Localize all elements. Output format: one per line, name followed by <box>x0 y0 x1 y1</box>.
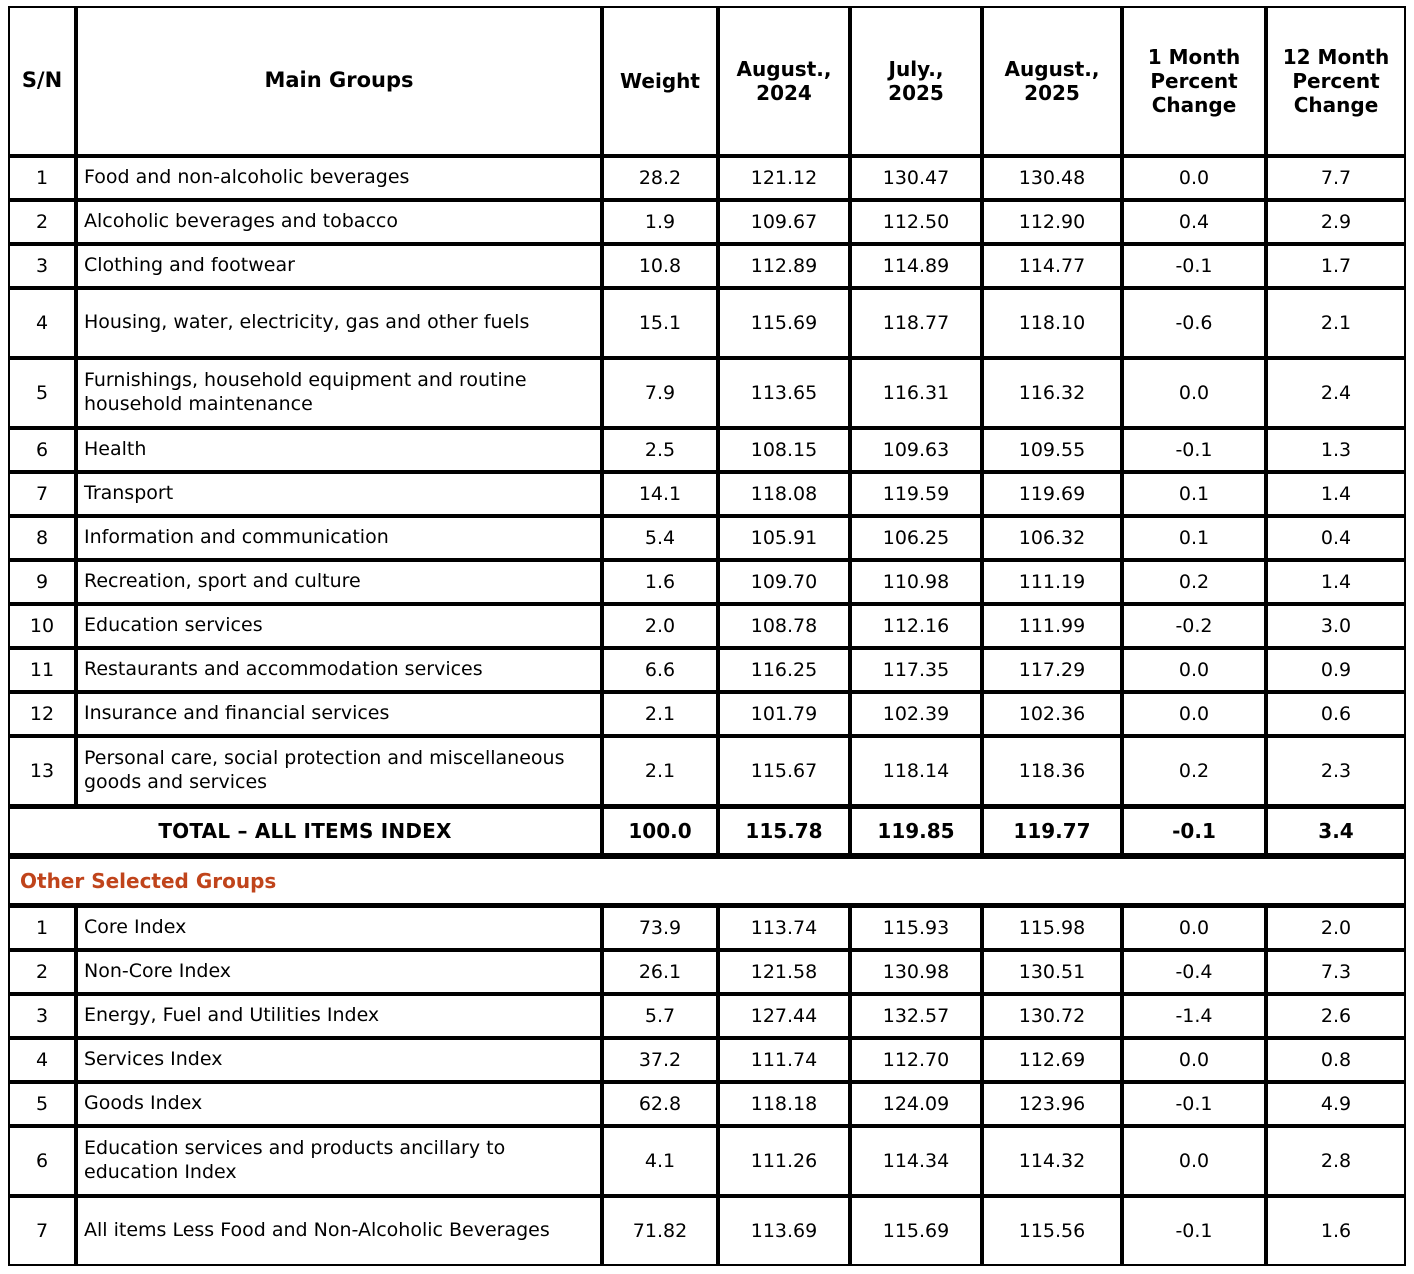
header-weight: Weight <box>602 6 718 156</box>
row-august-2025: 112.69 <box>982 1038 1122 1082</box>
header-row <box>8 6 1406 156</box>
row-weight: 71.82 <box>602 1196 718 1266</box>
row-july-2025: 109.63 <box>850 428 982 472</box>
row-12-month-change: 7.7 <box>1266 156 1406 200</box>
row-sn: 7 <box>8 472 76 516</box>
row-sn: 3 <box>8 994 76 1038</box>
row-weight: 5.4 <box>602 516 718 560</box>
row-1-month-change: 0.1 <box>1122 472 1266 516</box>
row-1-month-change: 0.0 <box>1122 358 1266 428</box>
row-august-2024: 111.74 <box>718 1038 850 1082</box>
row-weight: 10.8 <box>602 244 718 288</box>
row-july-2025: 110.98 <box>850 560 982 604</box>
row-group-name: All items Less Food and Non-Alcoholic Beverages <box>76 1196 602 1266</box>
row-weight: 37.2 <box>602 1038 718 1082</box>
row-weight: 73.9 <box>602 906 718 950</box>
row-group-name: Information and communication <box>76 516 602 560</box>
row-july-2025: 117.35 <box>850 648 982 692</box>
section-title-other-selected-groups: Other Selected Groups <box>8 856 1406 906</box>
row-12-month-change: 0.6 <box>1266 692 1406 736</box>
row-weight: 1.6 <box>602 560 718 604</box>
row-august-2024: 113.69 <box>718 1196 850 1266</box>
row-sn: 11 <box>8 648 76 692</box>
header-august-2024: August., 2024 <box>718 6 850 156</box>
row-group-name: Goods Index <box>76 1082 602 1126</box>
row-august-2025: 130.72 <box>982 994 1122 1038</box>
table-row <box>8 648 1406 692</box>
row-sn: 6 <box>8 428 76 472</box>
row-1-month-change: -0.1 <box>1122 244 1266 288</box>
row-1-month-change: -1.4 <box>1122 994 1266 1038</box>
row-august-2025: 118.36 <box>982 736 1122 806</box>
row-july-2025: 116.31 <box>850 358 982 428</box>
row-july-2025: 112.50 <box>850 200 982 244</box>
row-july-2025: 112.16 <box>850 604 982 648</box>
row-weight: 2.1 <box>602 692 718 736</box>
row-1-month-change: -0.1 <box>1122 1082 1266 1126</box>
row-august-2024: 116.25 <box>718 648 850 692</box>
table-row <box>8 1126 1406 1196</box>
header-1-month-percent-change: 1 Month Percent Change <box>1122 6 1266 156</box>
table-row <box>8 244 1406 288</box>
row-12-month-change: 1.7 <box>1266 244 1406 288</box>
table-row <box>8 950 1406 994</box>
row-12-month-change: 2.4 <box>1266 358 1406 428</box>
table-body <box>8 156 1406 1266</box>
row-weight: 4.1 <box>602 1126 718 1196</box>
row-august-2025: 115.98 <box>982 906 1122 950</box>
row-12-month-change: 1.6 <box>1266 1196 1406 1266</box>
row-group-name: Alcoholic beverages and tobacco <box>76 200 602 244</box>
row-group-name: Energy, Fuel and Utilities Index <box>76 994 602 1038</box>
total-july-2025: 119.85 <box>850 806 982 856</box>
table-row <box>8 1196 1406 1266</box>
row-weight: 5.7 <box>602 994 718 1038</box>
row-group-name: Housing, water, electricity, gas and other fuels <box>76 288 602 358</box>
row-august-2025: 114.32 <box>982 1126 1122 1196</box>
row-group-name: Services Index <box>76 1038 602 1082</box>
row-july-2025: 106.25 <box>850 516 982 560</box>
row-august-2024: 105.91 <box>718 516 850 560</box>
row-group-name: Furnishings, household equipment and routine household maintenance <box>76 358 602 428</box>
row-weight: 62.8 <box>602 1082 718 1126</box>
row-group-name: Health <box>76 428 602 472</box>
row-july-2025: 132.57 <box>850 994 982 1038</box>
table-row <box>8 994 1406 1038</box>
row-12-month-change: 0.4 <box>1266 516 1406 560</box>
row-weight: 28.2 <box>602 156 718 200</box>
table-row <box>8 736 1406 806</box>
header-august-2025: August., 2025 <box>982 6 1122 156</box>
row-august-2025: 102.36 <box>982 692 1122 736</box>
row-august-2025: 111.19 <box>982 560 1122 604</box>
row-1-month-change: 0.0 <box>1122 156 1266 200</box>
total-august-2024: 115.78 <box>718 806 850 856</box>
row-1-month-change: -0.6 <box>1122 288 1266 358</box>
table-row <box>8 472 1406 516</box>
row-weight: 7.9 <box>602 358 718 428</box>
row-1-month-change: -0.2 <box>1122 604 1266 648</box>
row-august-2025: 130.48 <box>982 156 1122 200</box>
row-12-month-change: 2.3 <box>1266 736 1406 806</box>
row-weight: 6.6 <box>602 648 718 692</box>
row-sn: 4 <box>8 1038 76 1082</box>
row-group-name: Insurance and financial services <box>76 692 602 736</box>
row-august-2024: 121.12 <box>718 156 850 200</box>
row-group-name: Restaurants and accommodation services <box>76 648 602 692</box>
row-august-2025: 116.32 <box>982 358 1122 428</box>
row-sn: 7 <box>8 1196 76 1266</box>
row-weight: 1.9 <box>602 200 718 244</box>
row-august-2025: 111.99 <box>982 604 1122 648</box>
row-july-2025: 119.59 <box>850 472 982 516</box>
row-1-month-change: 0.2 <box>1122 736 1266 806</box>
cpi-index-table <box>8 6 1406 1266</box>
row-sn: 1 <box>8 156 76 200</box>
row-august-2025: 130.51 <box>982 950 1122 994</box>
row-12-month-change: 4.9 <box>1266 1082 1406 1126</box>
row-sn: 1 <box>8 906 76 950</box>
row-sn: 8 <box>8 516 76 560</box>
row-sn: 5 <box>8 358 76 428</box>
row-july-2025: 114.34 <box>850 1126 982 1196</box>
row-august-2025: 112.90 <box>982 200 1122 244</box>
row-1-month-change: 0.0 <box>1122 648 1266 692</box>
row-12-month-change: 3.0 <box>1266 604 1406 648</box>
row-group-name: Education services and products ancillary to education Index <box>76 1126 602 1196</box>
row-1-month-change: 0.0 <box>1122 1038 1266 1082</box>
row-sn: 4 <box>8 288 76 358</box>
row-august-2024: 118.18 <box>718 1082 850 1126</box>
row-12-month-change: 1.4 <box>1266 560 1406 604</box>
row-july-2025: 130.47 <box>850 156 982 200</box>
row-august-2024: 109.70 <box>718 560 850 604</box>
row-12-month-change: 1.3 <box>1266 428 1406 472</box>
table-row <box>8 288 1406 358</box>
row-sn: 5 <box>8 1082 76 1126</box>
row-august-2024: 112.89 <box>718 244 850 288</box>
row-12-month-change: 1.4 <box>1266 472 1406 516</box>
row-1-month-change: -0.1 <box>1122 1196 1266 1266</box>
row-july-2025: 112.70 <box>850 1038 982 1082</box>
table-row <box>8 906 1406 950</box>
row-weight: 15.1 <box>602 288 718 358</box>
row-sn: 3 <box>8 244 76 288</box>
header-12-month-percent-change: 12 Month Percent Change <box>1266 6 1406 156</box>
row-1-month-change: -0.4 <box>1122 950 1266 994</box>
row-group-name: Education services <box>76 604 602 648</box>
total-weight: 100.0 <box>602 806 718 856</box>
table-row <box>8 156 1406 200</box>
row-weight: 2.0 <box>602 604 718 648</box>
row-weight: 2.1 <box>602 736 718 806</box>
row-august-2024: 108.78 <box>718 604 850 648</box>
row-weight: 14.1 <box>602 472 718 516</box>
row-july-2025: 102.39 <box>850 692 982 736</box>
row-1-month-change: 0.0 <box>1122 692 1266 736</box>
table-row <box>8 1082 1406 1126</box>
row-august-2025: 123.96 <box>982 1082 1122 1126</box>
row-sn: 9 <box>8 560 76 604</box>
table-row <box>8 692 1406 736</box>
row-august-2024: 111.26 <box>718 1126 850 1196</box>
row-12-month-change: 0.9 <box>1266 648 1406 692</box>
header-main-groups: Main Groups <box>76 6 602 156</box>
row-august-2024: 109.67 <box>718 200 850 244</box>
row-sn: 2 <box>8 950 76 994</box>
row-august-2025: 118.10 <box>982 288 1122 358</box>
section-header-row <box>8 856 1406 906</box>
row-sn: 13 <box>8 736 76 806</box>
row-august-2025: 119.69 <box>982 472 1122 516</box>
row-july-2025: 130.98 <box>850 950 982 994</box>
row-weight: 26.1 <box>602 950 718 994</box>
total-1-month-change: -0.1 <box>1122 806 1266 856</box>
row-august-2024: 108.15 <box>718 428 850 472</box>
total-row <box>8 806 1406 856</box>
row-july-2025: 114.89 <box>850 244 982 288</box>
row-1-month-change: 0.1 <box>1122 516 1266 560</box>
row-august-2025: 109.55 <box>982 428 1122 472</box>
row-1-month-change: -0.1 <box>1122 428 1266 472</box>
row-august-2024: 113.74 <box>718 906 850 950</box>
total-august-2025: 119.77 <box>982 806 1122 856</box>
total-label: TOTAL – ALL ITEMS INDEX <box>8 806 602 856</box>
row-august-2024: 113.65 <box>718 358 850 428</box>
row-group-name: Transport <box>76 472 602 516</box>
row-sn: 2 <box>8 200 76 244</box>
row-12-month-change: 2.8 <box>1266 1126 1406 1196</box>
row-august-2024: 121.58 <box>718 950 850 994</box>
row-12-month-change: 7.3 <box>1266 950 1406 994</box>
row-12-month-change: 2.0 <box>1266 906 1406 950</box>
row-july-2025: 115.69 <box>850 1196 982 1266</box>
table-row <box>8 1038 1406 1082</box>
row-july-2025: 118.77 <box>850 288 982 358</box>
row-12-month-change: 2.1 <box>1266 288 1406 358</box>
row-august-2024: 115.67 <box>718 736 850 806</box>
table-row <box>8 604 1406 648</box>
row-august-2025: 106.32 <box>982 516 1122 560</box>
row-1-month-change: 0.2 <box>1122 560 1266 604</box>
row-1-month-change: 0.4 <box>1122 200 1266 244</box>
row-july-2025: 124.09 <box>850 1082 982 1126</box>
row-july-2025: 115.93 <box>850 906 982 950</box>
row-august-2025: 114.77 <box>982 244 1122 288</box>
table-row <box>8 358 1406 428</box>
row-12-month-change: 2.6 <box>1266 994 1406 1038</box>
row-group-name: Personal care, social protection and miscellaneous goods and services <box>76 736 602 806</box>
row-sn: 10 <box>8 604 76 648</box>
row-1-month-change: 0.0 <box>1122 906 1266 950</box>
row-group-name: Food and non-alcoholic beverages <box>76 156 602 200</box>
row-12-month-change: 0.8 <box>1266 1038 1406 1082</box>
table-row <box>8 200 1406 244</box>
row-august-2024: 118.08 <box>718 472 850 516</box>
row-group-name: Recreation, sport and culture <box>76 560 602 604</box>
row-sn: 12 <box>8 692 76 736</box>
table-row <box>8 560 1406 604</box>
row-sn: 6 <box>8 1126 76 1196</box>
table-row <box>8 516 1406 560</box>
row-group-name: Non-Core Index <box>76 950 602 994</box>
row-group-name: Clothing and footwear <box>76 244 602 288</box>
row-august-2025: 117.29 <box>982 648 1122 692</box>
header-sn: S/N <box>8 6 76 156</box>
total-12-month-change: 3.4 <box>1266 806 1406 856</box>
table-header <box>8 6 1406 156</box>
header-july-2025: July., 2025 <box>850 6 982 156</box>
row-12-month-change: 2.9 <box>1266 200 1406 244</box>
row-group-name: Core Index <box>76 906 602 950</box>
row-1-month-change: 0.0 <box>1122 1126 1266 1196</box>
row-august-2024: 115.69 <box>718 288 850 358</box>
row-august-2025: 115.56 <box>982 1196 1122 1266</box>
row-july-2025: 118.14 <box>850 736 982 806</box>
row-august-2024: 101.79 <box>718 692 850 736</box>
table-row <box>8 428 1406 472</box>
row-august-2024: 127.44 <box>718 994 850 1038</box>
row-weight: 2.5 <box>602 428 718 472</box>
